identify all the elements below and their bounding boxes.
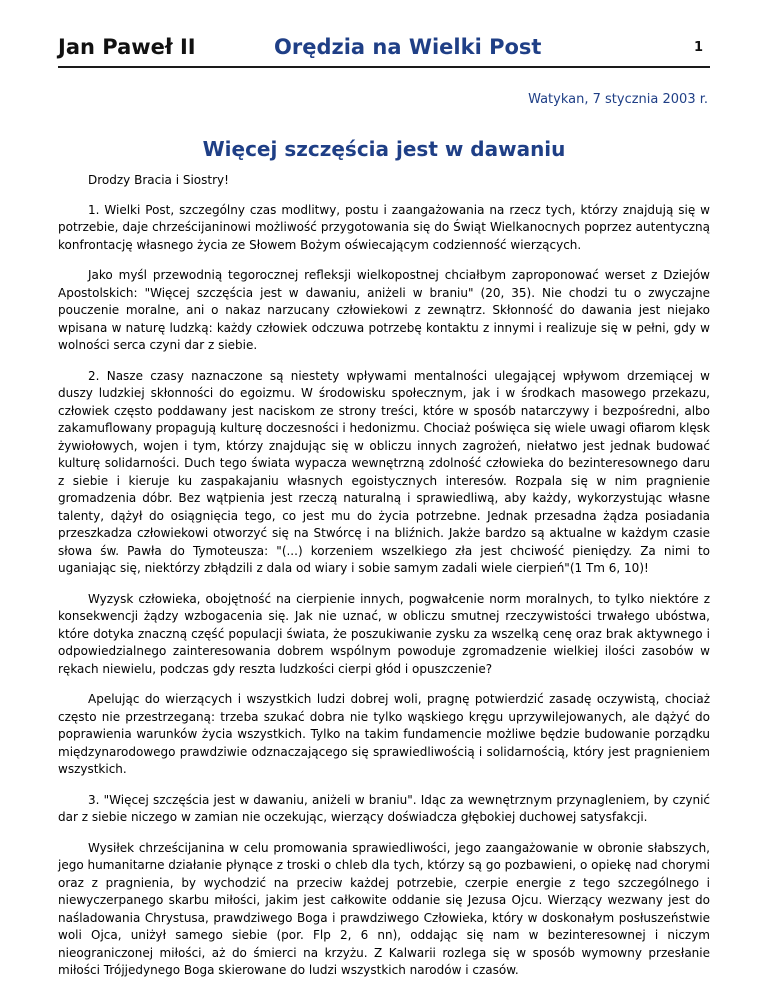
header-divider [58, 66, 710, 68]
paragraph: Jako myśl przewodnią tegorocznej refleksji wielkopostnej chciałbym zaproponować werset z Dziejów Apostolskich: "Więcej szczęścia jest w dawaniu, aniżeli w braniu" (20, 35). Nie chodzi tu o zwyczajne pouczenie moralne, ani o nakaz narzucany człowiekowi z zewnątrz. Skłonność do dawania jest niejako wpisana w naturę ludzką: każdy człowiek odczuwa potrzebę kontaktu z innymi i realizuje się w pełni, gdy w wolności serca czyni dar z siebie. [58, 268, 710, 352]
paragraph: Apelując do wierzących i wszystkich ludzi dobrej woli, pragnę potwierdzić zasadę oczywistą, chociaż często nie przestrzeganą: trzeba szukać dobra nie tylko wąskiego kręgu uprzywilejowanych, ale dążyć do poprawienia warunków życia wszystkich. Tylko na takim fundamencie możliwe będzie budowanie porządku międzynarodowego prawdziwie odznaczającego się sprawiedliwością i solidarnością, który jest pragnieniem wszystkich. [58, 692, 710, 776]
paragraph: Wyzysk człowieka, obojętność na cierpienie innych, pogwałcenie norm moralnych, to tylko niektóre z konsekwencji żądzy wzbogacenia się. Jak nie uznać, w obliczu smutnej rzeczywistości trwałego ubóstwa, które dotyka znaczną część populacji świata, że poszukiwanie zysku za wszelką cenę oraz brak aktywnego i odpowiedzialnego zainteresowania dobrem wspólnym powoduje zgromadzenie wielkiej ilości zasobów w rękach niewielu, podczas gdy reszta ludzkości cierpi głód i opuszczenie? [58, 591, 710, 676]
document-date: Watykan, 7 stycznia 2003 r. [528, 92, 708, 107]
header-author: Jan Paweł II [58, 35, 196, 59]
paragraph: 1. Wielki Post, szczególny czas modlitwy, postu i zaangażowania na rzecz tych, którzy znajdują się w potrzebie, daje chrześcijaninowi możliwość przygotowania się do Świąt Wielkanocnych poprzez autentyczną konfrontację własnego życia ze Słowem Bożym oświecającym codzienność wierzących. [58, 202, 710, 252]
page-header [0, 0, 768, 66]
greeting: Drodzy Bracia i Siostry! [88, 173, 229, 187]
document-title: Więcej szczęścia jest w dawaniu [202, 137, 566, 161]
paragraph: 2. Nasze czasy naznaczone są niestety wpływami mentalności ulegającej wpływom drzemiącej w duszy ludzkiej skłonności do egoizmu. W środowisku społecznym, jak i w środkach masowego przekazu, człowiek często poddawany jest naciskom ze strony treści, które w sposób natarczywy i bezpośredni, albo zakamuflowany propagują kulturę doczesności i hedonizmu. Chociaż poświęca się wiele uwagi ofiarom klęsk żywiołowych, wojen i tym, którzy znajdując się w obliczu innych zagrożeń, niełatwo jest jednak budować kulturę solidarności. Duch tego świata wypacza wewnętrzną zdolność człowieka do bezinteresownego daru z siebie i kieruje ku zaspakajaniu własnych egoistycznych interesów. Rozpala się w nim pragnienie gromadzenia dóbr. Bez wątpienia jest rzeczą naturalną i sprawiedliwą, aby każdy, wykorzystując własne talenty, dążył do osiągnięcia tego, co jest mu do życia potrzebne. Jednak przesadna żądza posiadania przeszkadza człowiekowi otworzyć się na Stwórcę i na bliźnich. Jakże bardzo są aktualne w każdym czasie słowa św. Pawła do Tymoteusza: "(...) korzeniem wszelkiego zła jest chciwość pieniędzy. Za nimi to uganiając się, niektórzy zbłądzili z dala od wiary i sobie samym zadali wiele cierpień"(1 Tm 6, 10)! [58, 368, 710, 575]
paragraph: 3. "Więcej szczęścia jest w dawaniu, aniżeli w braniu". Idąc za wewnętrznym przynagleniem, by czynić dar z siebie niczego w zamian nie oczekując, wierzący doświadcza głębokiej duchowej satysfakcji. [58, 792, 710, 824]
header-title: Orędzia na Wielki Post [274, 35, 542, 59]
document-body [58, 172, 710, 993]
paragraph: Wysiłek chrześcijanina w celu promowania sprawiedliwości, jego zaangażowanie w obronie słabszych, jego humanitarne działanie płynące z troski o chleb dla tych, którzy są go pozbawieni, o opiekę nad chorymi oraz z pragnienia, by wychodzić na przeciw każdej potrzebie, czerpie energie z tego szczególnego i niewyczerpanego skarbu miłości, jakim jest całkowite oddanie się Jezusa Ojcu. Wierzący wezwany jest do naśladowania Chrystusa, prawdziwego Boga i prawdziwego Człowieka, który w doskonałym posłuszeństwie woli Ojca, uniżył samego siebie (por. Flp 2, 6 nn), oddając się nam w bezinteresownej i niczym nieograniczonej miłości, aż do śmierci na krzyżu. Z Kalwarii rozlega się w sposób wymowny przesłanie miłości Trójjedynego Boga skierowane do ludzi wszystkich narodów i czasów. [58, 840, 710, 977]
page-number: 1 [694, 40, 704, 55]
